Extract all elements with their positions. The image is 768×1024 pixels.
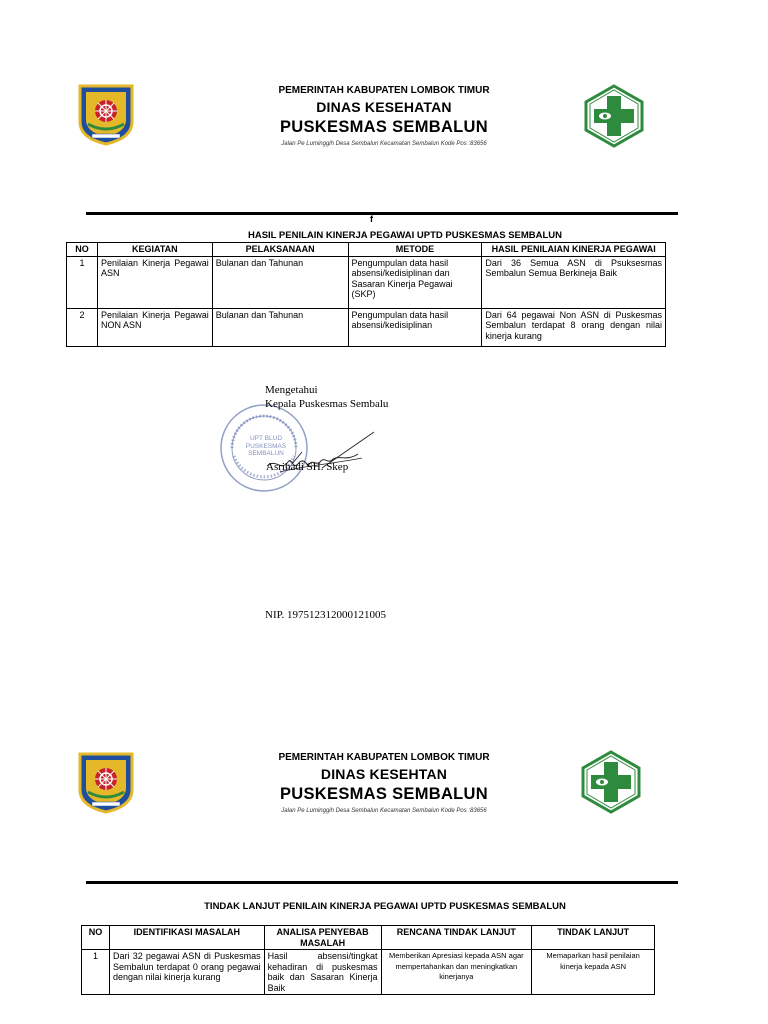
- page1-title: HASIL PENILAIN KINERJA PEGAWAI UPTD PUSKESMAS SEMBALUN: [247, 230, 563, 241]
- performance-result-table: [66, 242, 666, 347]
- cell-kegiatan: Penilaian Kinerja Pegawai ASN: [97, 256, 212, 308]
- letterhead-rule: [86, 881, 678, 884]
- stamp-label: UPT BLUD PUSKESMAS SEMBALUN: [245, 435, 287, 457]
- table-row: [67, 308, 666, 346]
- table-row: [82, 950, 655, 995]
- cell-identifikasi: Dari 32 pegawai ASN di Puskesmas Sembalun terdapat 0 orang pegawai dengan nilai kinerja kurang: [109, 950, 264, 995]
- col-header-tindak: TINDAK LANJUT: [532, 926, 655, 950]
- col-header-hasil: HASIL PENILAIAN KINERJA PEGAWAI: [482, 243, 666, 257]
- cell-metode: Pengumpulan data hasil absensi/kedisiplinan dan Sasaran Kinerja Pegawai (SKP): [348, 256, 482, 308]
- government-name: PEMERINTAH KABUPATEN LOMBOK TIMUR: [278, 752, 490, 763]
- col-header-metode: METODE: [348, 243, 482, 257]
- col-header-no: NO: [82, 926, 110, 950]
- table-header-row: [82, 926, 655, 950]
- head-name: Asrihadi SH. Skep: [266, 461, 349, 473]
- stray-mark: f: [370, 214, 373, 224]
- lombok-timur-emblem-icon: [76, 84, 136, 146]
- department-name: DINAS KESEHATAN: [316, 99, 452, 115]
- col-header-analisa: ANALISA PENYEBAB MASALAH: [264, 926, 381, 950]
- lombok-timur-emblem-icon: [76, 752, 136, 814]
- cell-hasil: Dari 64 pegawai Non ASN di Puskesmas Sembalun terdapat 8 orang dengan nilai kinerja kurang: [482, 308, 666, 346]
- letterhead-rule: [86, 212, 678, 215]
- col-header-no: NO: [67, 243, 98, 257]
- cell-no: 1: [67, 256, 98, 308]
- institution-name: PUSKESMAS SEMBALUN: [279, 785, 488, 803]
- cell-kegiatan: Penilaian Kinerja Pegawai NON ASN: [97, 308, 212, 346]
- cell-no: 2: [67, 308, 98, 346]
- cell-no: 1: [82, 950, 110, 995]
- head-position: Kepala Puskesmas Sembalu: [265, 398, 389, 410]
- cell-rencana: Memberikan Apresiasi kepada ASN agar mempertahankan dan meningkatkan kinerjanya: [381, 950, 532, 995]
- col-header-pelaksanaan: PELAKSANAAN: [212, 243, 348, 257]
- cell-pelaksanaan: Bulanan dan Tahunan: [212, 256, 348, 308]
- table-row: [67, 256, 666, 308]
- col-header-rencana: RENCANA TINDAK LANJUT: [381, 926, 532, 950]
- cell-hasil: Dari 36 Semua ASN di Psuksesmas Sembalun Semua Berkineja Baik: [482, 256, 666, 308]
- puskesmas-cross-icon: [579, 750, 643, 814]
- institution-address: Jalan Pe Luminggih Desa Sembalun Kecamatan Sembalun Kode Pos :83656: [281, 141, 487, 147]
- col-header-kegiatan: KEGIATAN: [97, 243, 212, 257]
- institution-address: Jalan Pe Luminggih Desa Sembalun Kecamatan Sembalun Kode Pos :83656: [281, 808, 487, 814]
- institution-name: PUSKESMAS SEMBALUN: [279, 118, 488, 136]
- table-header-row: [67, 243, 666, 257]
- cell-pelaksanaan: Bulanan dan Tahunan: [212, 308, 348, 346]
- cell-analisa: Hasil absensi/tingkat kehadiran di puskesmas baik dan Sasaran Kinerja Baik: [264, 950, 381, 995]
- government-name: PEMERINTAH KABUPATEN LOMBOK TIMUR: [278, 85, 490, 96]
- col-header-identifikasi: IDENTIFIKASI MASALAH: [109, 926, 264, 950]
- cell-metode: Pengumpulan data hasil absensi/kedisiplinan: [348, 308, 482, 346]
- page2-title: TINDAK LANJUT PENILAIN KINERJA PEGAWAI UPTD PUSKESMAS SEMBALUN: [204, 901, 566, 912]
- puskesmas-cross-icon: [582, 84, 646, 148]
- cell-tindak: Memaparkan hasil penilaian kinerja kepada ASN: [532, 950, 655, 995]
- acknowledge-label: Mengetahui: [265, 384, 318, 396]
- department-name: DINAS KESEHTAN: [320, 766, 448, 782]
- head-nip: NIP. 197512312000121005: [265, 609, 387, 621]
- follow-up-table: [81, 925, 655, 995]
